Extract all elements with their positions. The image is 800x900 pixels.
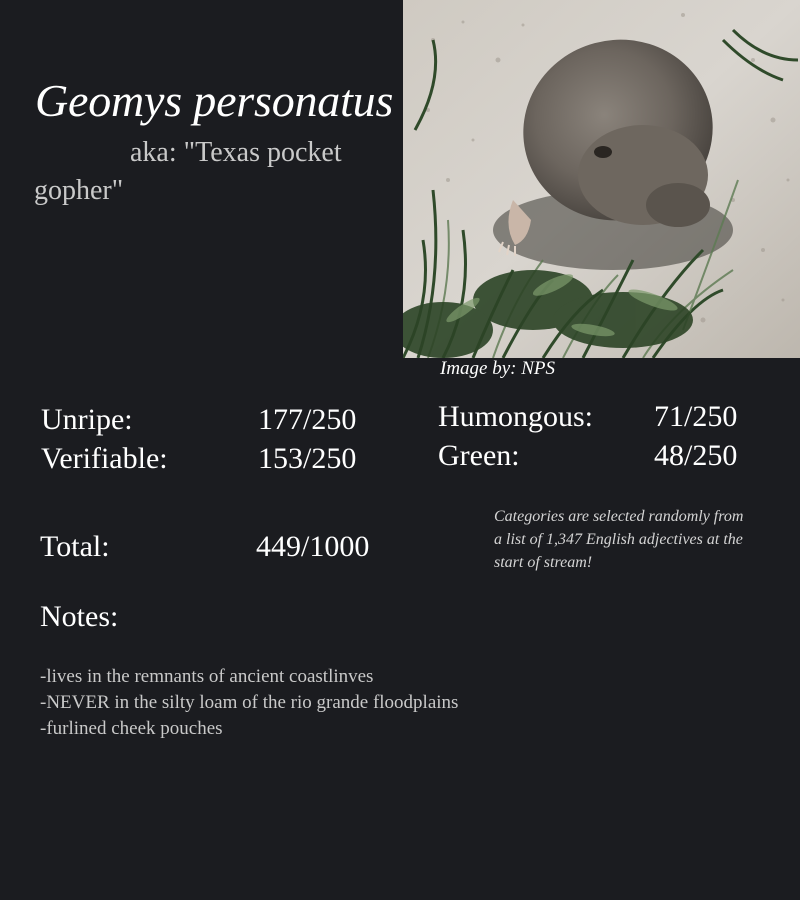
notes-list [40,664,458,742]
gopher-photo [403,0,800,358]
score-value-unripe: 177/250 [258,403,357,436]
species-title: Geomys personatus [35,75,394,126]
note-item: -furlined cheek pouches [40,718,223,739]
note-item: -NEVER in the silty loam of the rio grande floodplains [40,692,459,713]
score-label-humongous: Humongous: [438,400,594,433]
score-value-total: 449/1000 [256,530,370,563]
score-label-unripe: Unripe: [41,403,133,436]
categories-disclaimer: Categories are selected randomly from a list of 1,347 English adjectives at the start of stream! [494,508,744,571]
notes-heading: Notes: [40,600,119,633]
common-name: aka: "Texas pocket gopher" [34,137,342,206]
score-label-green: Green: [438,439,520,472]
score-value-verifiable: 153/250 [258,442,357,475]
score-value-humongous: 71/250 [654,400,738,433]
score-value-green: 48/250 [654,439,738,472]
image-credit: Image by: NPS [440,358,556,379]
score-label-verifiable: Verifiable: [41,442,168,475]
note-item: -lives in the remnants of ancient coastlinves [40,666,374,687]
score-label-total: Total: [40,530,110,563]
